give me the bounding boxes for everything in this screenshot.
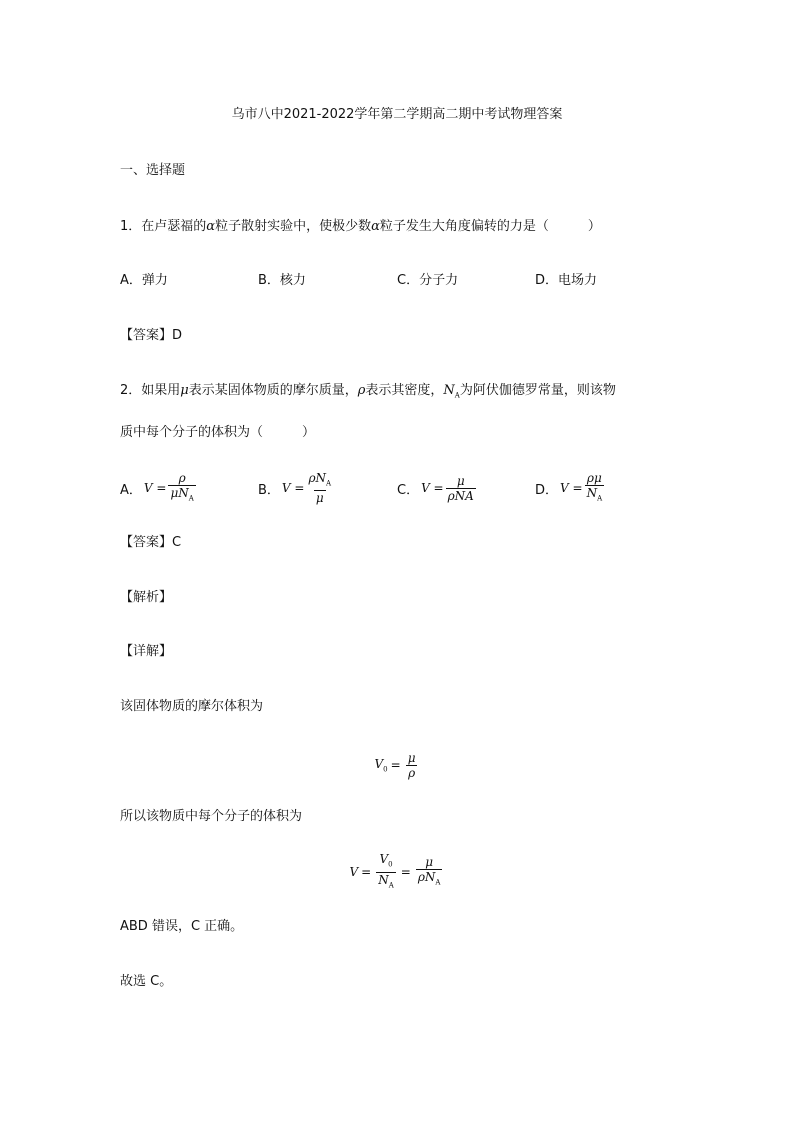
- q1-answer: 【答案】D: [120, 328, 183, 343]
- section-heading: 一、选择题: [120, 163, 186, 178]
- q1-option-d: D．电场力: [535, 273, 598, 288]
- q2-option-c: C． V = $\frac{\mu}{\text{ρNA}}$: [397, 473, 474, 503]
- q1-text-pre: 1．在卢瑟福的: [120, 219, 207, 234]
- fraction: $\frac{\rho N_A}{\mu}$: [308, 470, 332, 506]
- q2-text-c: 表示其密度，: [365, 383, 444, 398]
- fraction: $\frac{\rho\mu}{N_A}$: [585, 471, 605, 505]
- q1-option-a: A．弹力: [120, 273, 168, 288]
- q2-explanation-4: 故选 C。: [120, 974, 173, 989]
- alpha-symbol: α: [371, 219, 380, 234]
- rho-symbol: ρ: [357, 383, 366, 398]
- fraction: $\frac{\mu}{\text{ρNA}}$: [447, 473, 474, 503]
- q1-text-post: 粒子发生大角度偏转的力是（ ）: [379, 219, 601, 234]
- fraction: $\frac{\rho}{\mu N_A}$: [168, 471, 195, 505]
- q2-analysis-heading: 【解析】: [120, 590, 173, 605]
- q2-option-a: A． V = $\frac{\rho}{\mu N_A}$: [120, 470, 198, 506]
- mu-symbol: μ: [180, 383, 189, 398]
- q2-option-d: D． V = $\frac{\rho\mu}{N_A}$: [535, 470, 606, 506]
- question-2-stem-line2: 质中每个分子的体积为（ ）: [120, 425, 316, 440]
- question-1-stem: [120, 218, 601, 236]
- q2-option-b: B． V = $\frac{\rho N_A}{\mu}$: [258, 470, 332, 506]
- q2-explanation-1: 该固体物质的摩尔体积为: [120, 699, 264, 714]
- q2-detail-heading: 【详解】: [120, 644, 173, 659]
- equation-molar-volume: $V_0$ = $\frac{\mu}{\rho}$: [374, 750, 416, 780]
- q2-text-b: 表示某固体物质的摩尔质量，: [188, 383, 358, 398]
- alpha-symbol: α: [206, 219, 216, 234]
- q2-explanation-3: ABD 错误，C 正确。: [120, 919, 244, 934]
- q1-option-c: C．分子力: [397, 273, 459, 288]
- q2-text-a: 2．如果用: [120, 383, 181, 398]
- avogadro-symbol: $N_A$: [443, 383, 460, 400]
- question-2-stem-line1: [120, 382, 616, 405]
- equation-molecule-volume: V = $\frac{V_0}{N_A}$ = $\frac{\mu}{\rho N_A}$: [0, 852, 794, 892]
- q1-text-mid: 粒子散射实验中，使极少数: [215, 219, 372, 234]
- q2-answer: 【答案】C: [120, 535, 182, 550]
- q1-option-b: B．核力: [258, 273, 306, 288]
- document-title: 乌市八中2021-2022学年第二学期高二期中考试物理答案: [231, 107, 563, 122]
- q2-text-d: 为阿伏伽德罗常量，则该物: [459, 383, 616, 398]
- q2-explanation-2: 所以该物质中每个分子的体积为: [120, 809, 303, 824]
